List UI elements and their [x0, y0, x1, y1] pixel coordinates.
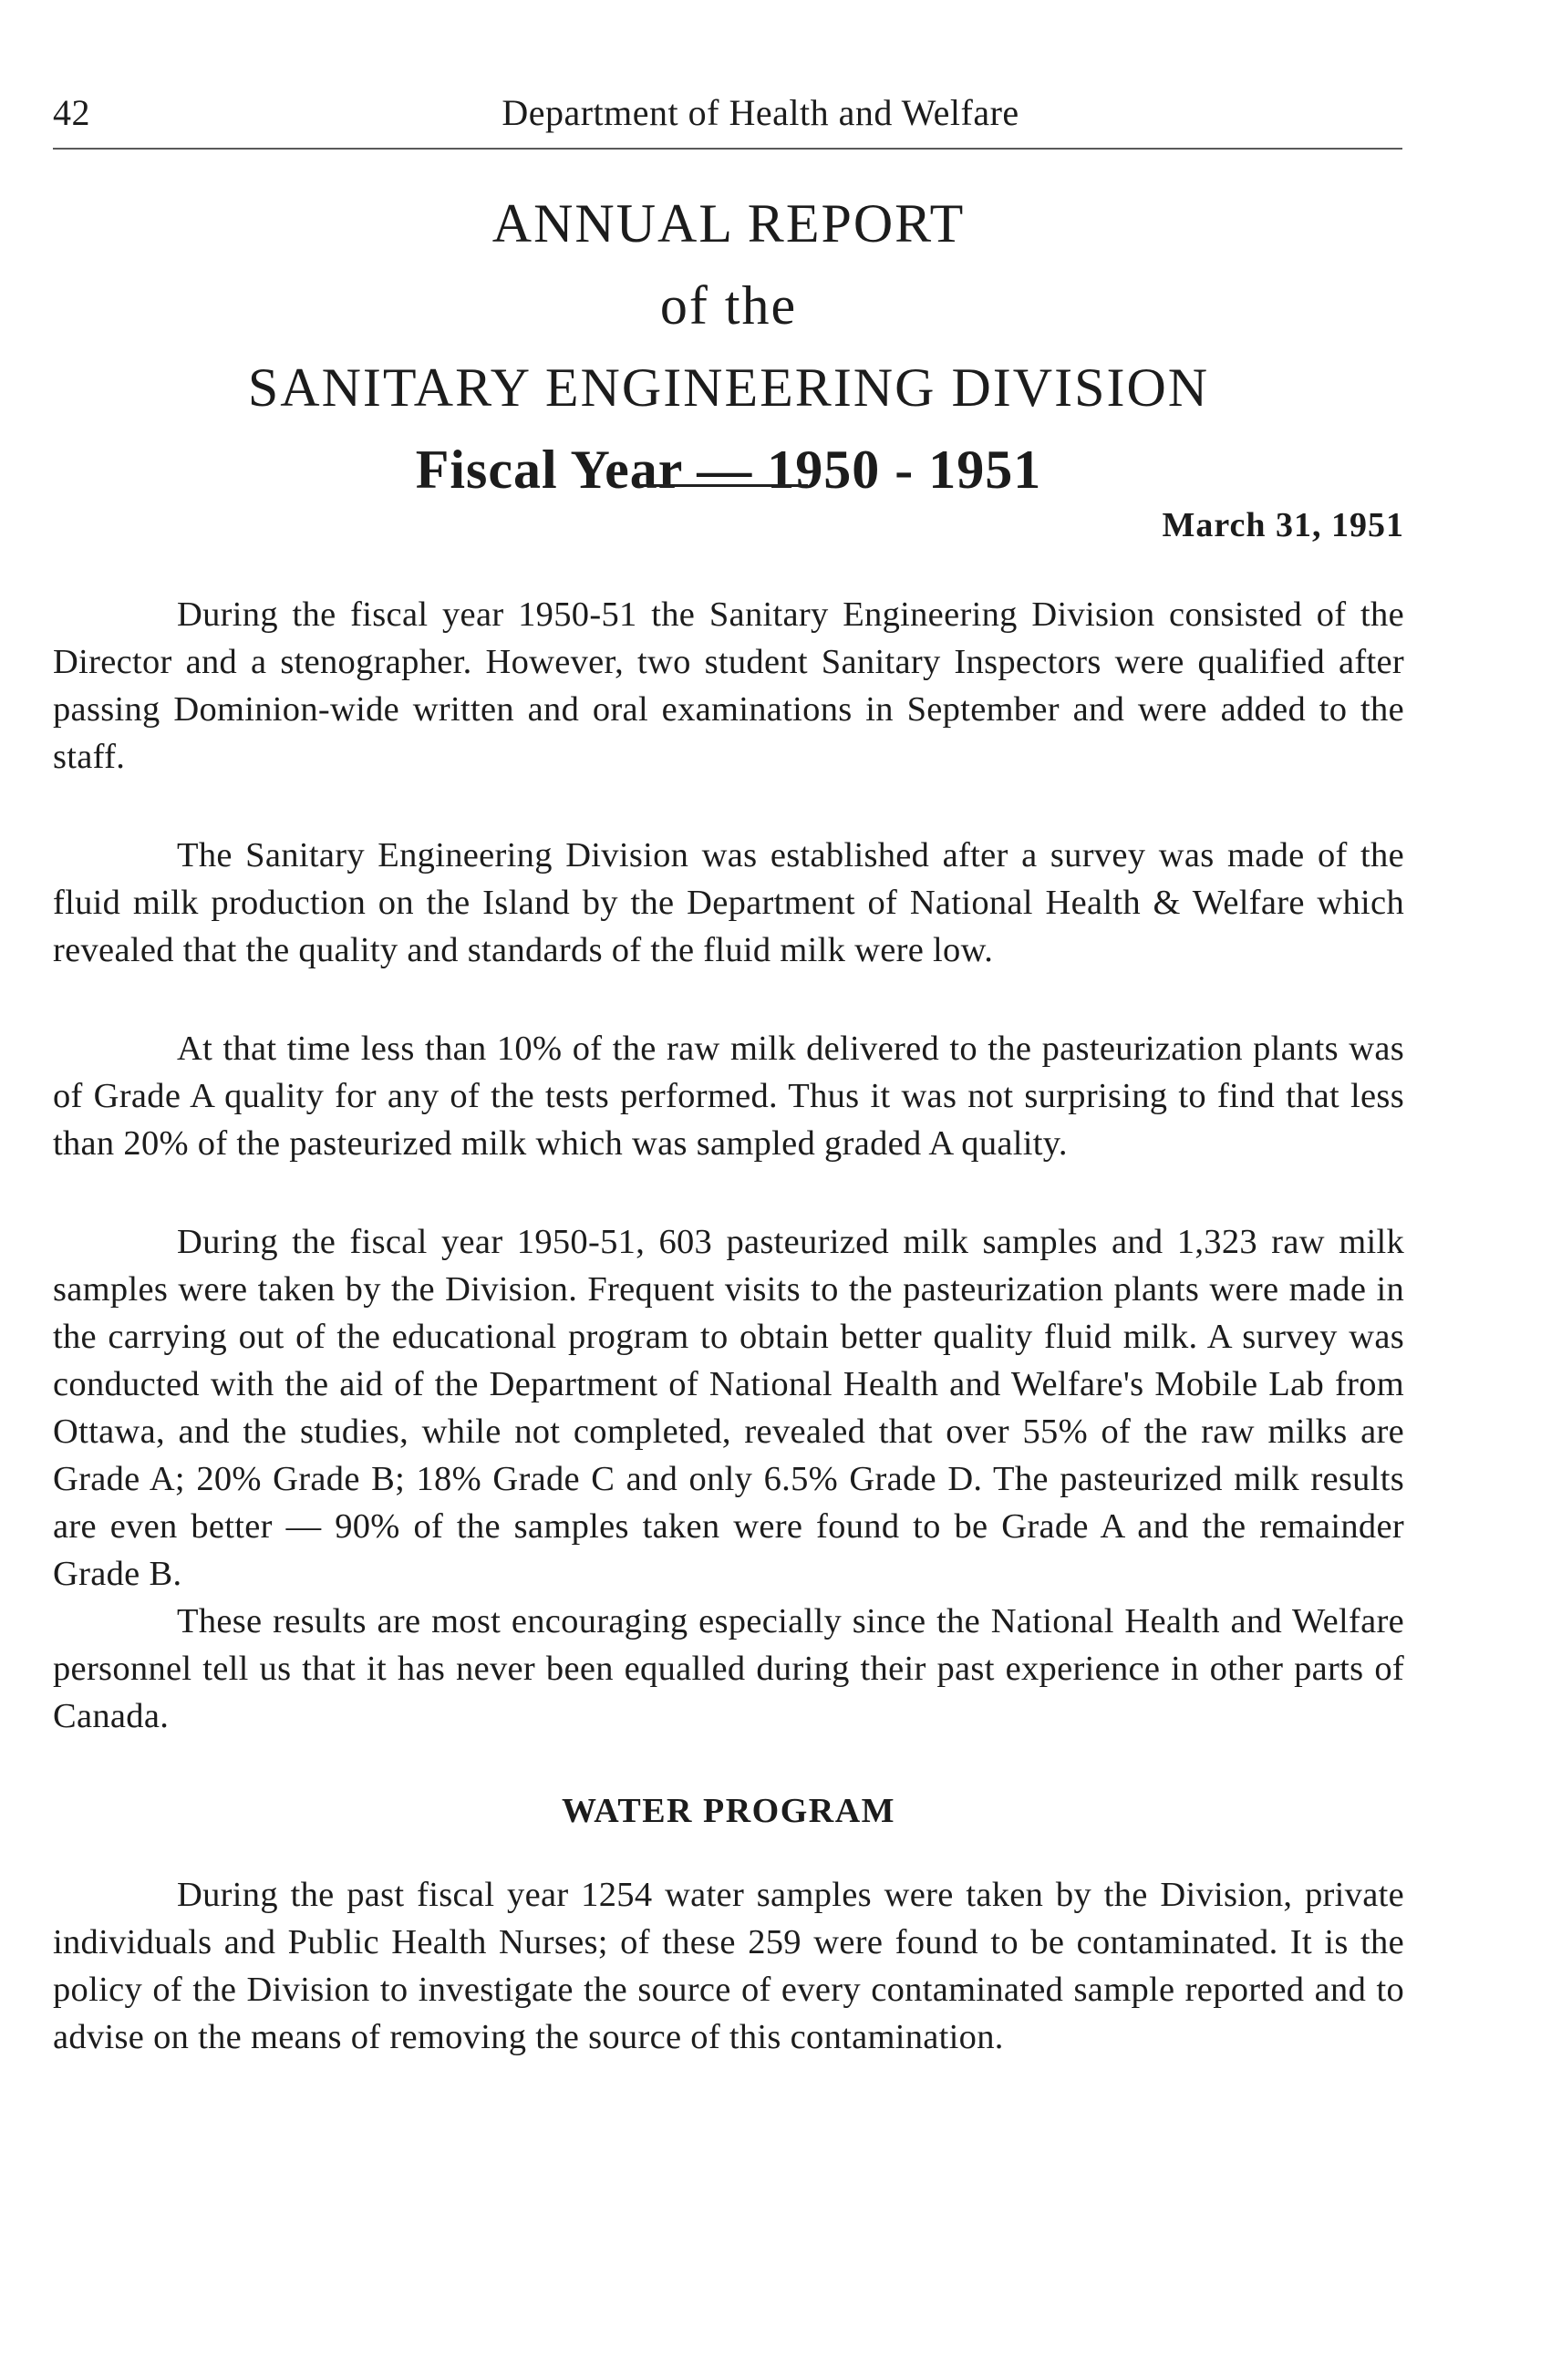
paragraph-staff: During the fiscal year 1950-51 the Sanitary Engineering Division consisted of the Director and a stenographer. However, two student Sanitary Inspectors were qualified after passing Dominion-wide written and oral examinations in September and were added to the staff. [53, 595, 1404, 776]
title-line-annual-report: ANNUAL REPORT [491, 193, 966, 254]
paragraph-establishment: The Sanitary Engineering Division was established after a survey was made of the fluid milk production on the Island by the Department of National Health & Welfare which revealed that the quality and standards of the fluid milk were low. [53, 836, 1404, 969]
header-rule [53, 148, 1402, 150]
report-body [53, 591, 1404, 2112]
report-title [53, 182, 1404, 511]
paragraph-milk-samples: During the fiscal year 1950-51, 603 pasteurized milk samples and 1,323 raw milk samples were taken by the Division. Frequent visits to the pasteurization plants were made in the carrying out of the educational program to obtain better quality fluid milk. A survey was conducted with the aid of the Department of National Health and Welfare's Mobile Lab from Ottawa, and the studies, while not completed, revealed that over 55% of the raw milks are Grade A; 20% Grade B; 18% Grade C and only 6.5% Grade D. The pasteurized milk results are even better — 90% of the samples taken were found to be Grade A and the remainder Grade B. [53, 1223, 1404, 1593]
title-rule [638, 484, 808, 487]
section-heading-water-program: WATER PROGRAM [561, 1792, 896, 1830]
running-header [53, 91, 1404, 146]
title-line-division: SANITARY ENGINEERING DIVISION [247, 357, 1210, 418]
report-date: March 31, 1951 [1162, 506, 1404, 544]
title-line-fiscal-year: Fiscal Year — 1950 - 1951 [415, 440, 1042, 500]
paragraph-grade-history: At that time less than 10% of the raw milk delivered to the pasteurization plants was of Grade A quality for any of the tests performed. Thus it was not surprising to find that less than 20% of the pasteurized milk which was sampled graded A quality. [53, 1030, 1404, 1163]
paragraph-water-program: During the past fiscal year 1254 water samples were taken by the Division, private individuals and Public Health Nurses; of these 259 were found to be contaminated. It is the policy of the Division to investigate the source of every contaminated sample reported and to advise on the means of removing the source of this contamination. [53, 1876, 1404, 2056]
title-line-of-the: of the [659, 275, 798, 336]
paragraph-results: These results are most encouraging especially since the National Health and Welfare personnel tell us that it has never been equalled during their past experience in other parts of Canada. [53, 1602, 1404, 1735]
running-title: Department of Health and Welfare [502, 92, 1019, 133]
page-number: 42 [53, 92, 90, 133]
